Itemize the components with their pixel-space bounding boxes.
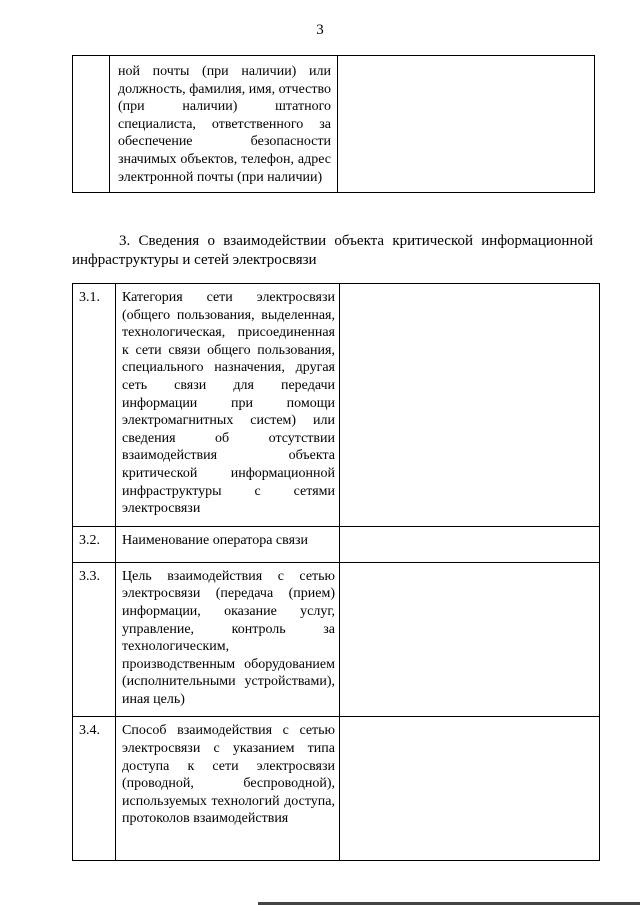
row-value-cell bbox=[340, 562, 600, 717]
section-heading: 3. Сведения о взаимодействии объекта критической информационной инфраструктуры и сетей электросвязи bbox=[72, 233, 593, 268]
row-number: 3.4. bbox=[79, 723, 100, 739]
row-description: Категория сети электросвязи (общего пользования, выделенная, технологическая, присоединенная к сети связи общего пользования, специального назначения, другая сеть связи для передачи информации при помощи электромагнитных систем) или сведения об отсутствии взаимодействия объекта критической информационной инфраструктуры с сетями электросвязи bbox=[122, 290, 335, 517]
row-number-cell bbox=[73, 562, 116, 717]
row-number-cell bbox=[73, 526, 116, 562]
row-description-cell bbox=[116, 526, 340, 562]
row-description: Цель взаимодействия с сетью электросвязи (передача (прием) информации, оказание услуг, управление, контроль за технологическим, производственным оборудованием (исполнительными устройствами), иная цель) bbox=[122, 568, 335, 707]
row-value-cell bbox=[340, 717, 600, 861]
continuation-table bbox=[72, 55, 595, 193]
row-description-cell bbox=[116, 717, 340, 861]
page-number: 3 bbox=[316, 22, 324, 38]
row-description-cell bbox=[110, 56, 338, 193]
table-row bbox=[73, 284, 600, 527]
row-value-cell bbox=[338, 56, 595, 193]
interaction-table bbox=[72, 283, 600, 861]
row-number-cell bbox=[73, 284, 116, 527]
row-value-cell bbox=[340, 284, 600, 527]
row-description: ной почты (при наличии) или должность, фамилия, имя, отчество (при наличии) штатного специалиста, ответственного за обеспечение безопасности значимых объектов, телефон, адрес электронной почты (при наличии) bbox=[118, 64, 331, 185]
row-description-cell bbox=[116, 562, 340, 717]
table-row bbox=[73, 562, 600, 717]
table-row bbox=[73, 56, 595, 193]
row-number: 3.2. bbox=[79, 532, 100, 548]
row-number: 3.1. bbox=[79, 290, 100, 305]
row-description: Наименование оператора связи bbox=[122, 532, 309, 548]
row-value-cell bbox=[340, 526, 600, 562]
row-number-cell bbox=[73, 56, 110, 193]
row-number-cell bbox=[73, 717, 116, 861]
row-number: 3.3. bbox=[79, 568, 100, 584]
table-row bbox=[73, 717, 600, 861]
row-description: Способ взаимодействия с сетью электросвязи с указанием типа доступа к сети электросвязи (проводной, беспроводной), используемых технологий доступа, протоколов взаимодействия bbox=[122, 723, 335, 827]
row-description-cell bbox=[116, 284, 340, 527]
table-row bbox=[73, 526, 600, 562]
